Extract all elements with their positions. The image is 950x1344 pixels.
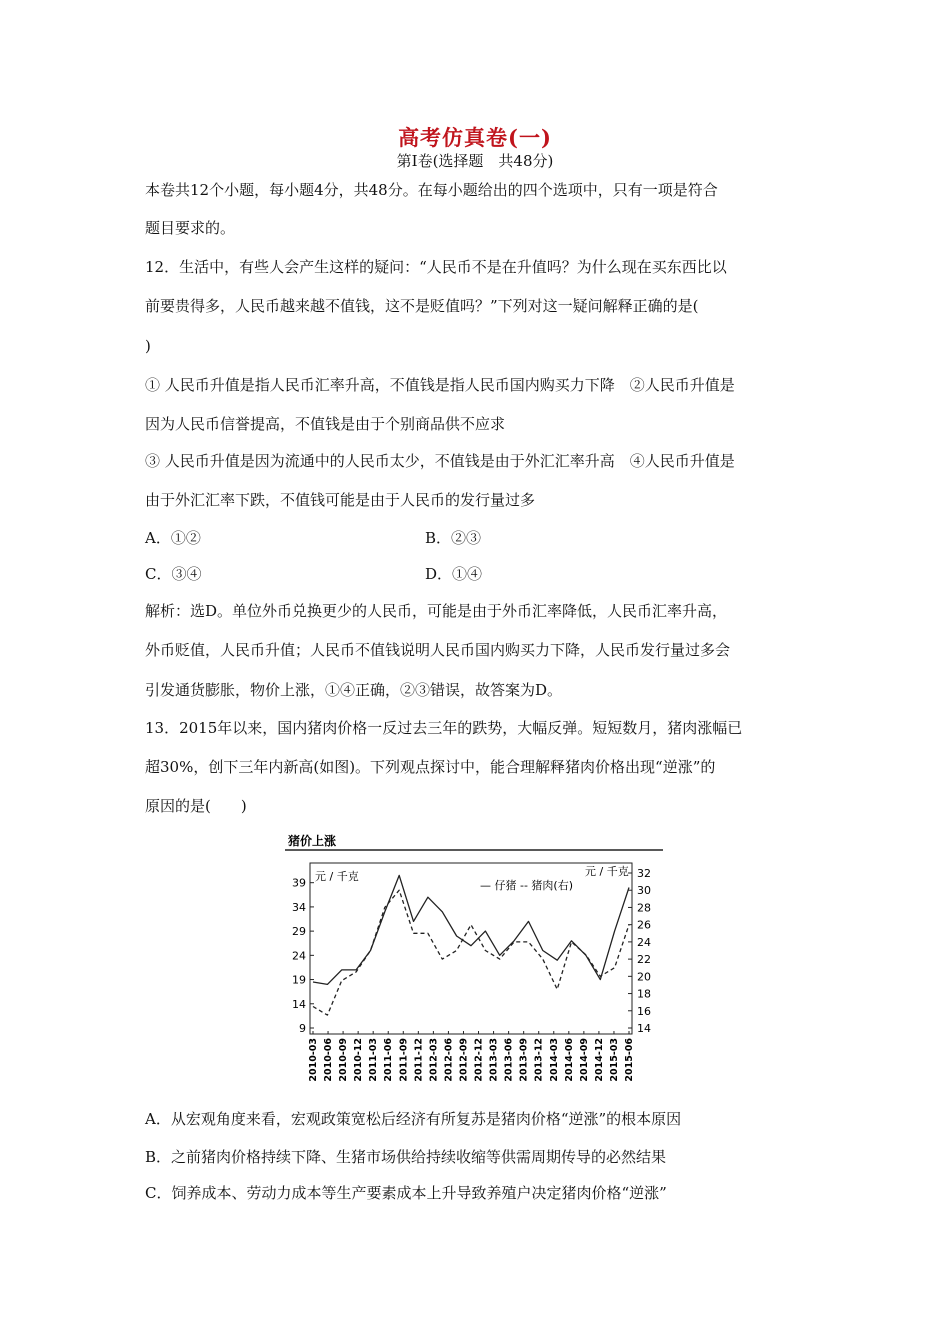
x-tick-label: 2015-06: [624, 1038, 635, 1082]
x-tick-label: 2013-06: [503, 1038, 515, 1082]
left-tick-label: 24: [292, 949, 306, 963]
q12-option-d: D．①④: [425, 565, 483, 583]
right-tick-label: 32: [637, 867, 651, 880]
q12-statement-1a: ① 人民币升值是指人民币汇率升高，不值钱是指人民币国内购买力下降 ②人民币升值是: [145, 376, 735, 394]
left-axis-ticks: [292, 877, 314, 1035]
q12-statement-2b: 由于外汇汇率下跌，不值钱可能是由于人民币的发行量过多: [145, 491, 536, 509]
x-tick-label: 2012-03: [428, 1038, 440, 1082]
intro-line-1: 本卷共12个小题，每小题4分，共48分。在每小题给出的四个选项中，只有一项是符合: [145, 181, 718, 199]
pig-price-chart: [285, 830, 665, 1090]
left-tick-label: 29: [292, 925, 306, 939]
x-tick-label: 2013-09: [518, 1038, 530, 1082]
q12-analysis-1: 解析：选D。单位外币兑换更少的人民币，可能是由于外币汇率降低，人民币汇率升高，: [145, 602, 728, 620]
left-tick-label: 39: [292, 876, 306, 890]
q13-option-a: A．从宏观角度来看，宏观政策宽松后经济有所复苏是猪肉价格“逆涨”的根本原因: [145, 1110, 682, 1128]
right-axis-ticks: [628, 867, 651, 1035]
q13-stem-1: 13．2015年以来，国内猪肉价格一反过去三年的跌势，大幅反弹。短短数月，猪肉涨幅已: [145, 719, 743, 737]
section-subtitle: 第Ⅰ卷(选择题 共48分): [396, 152, 554, 170]
right-tick-label: 22: [637, 953, 651, 967]
right-tick-label: 14: [637, 1022, 651, 1035]
x-tick-label: 2012-06: [443, 1038, 455, 1082]
x-tick-label: 2011-12: [413, 1038, 425, 1082]
q12-statement-2a: ③ 人民币升值是因为流通中的人民币太少，不值钱是由于外汇汇率升高 ④人民币升值是: [145, 452, 735, 470]
q12-statement-1b: 因为人民币信誉提高，不值钱是由于个别商品供不应求: [145, 415, 506, 433]
right-tick-label: 20: [637, 970, 651, 984]
right-tick-label: 24: [637, 935, 651, 949]
x-tick-label: 2015-03: [608, 1038, 620, 1082]
right-tick-label: 18: [637, 987, 651, 1001]
q12-stem-1: 12．生活中，有些人会产生这样的疑问：“人民币不是在升值吗？为什么现在买东西比以: [145, 258, 727, 276]
chart-legend: — 仔猪 -- 猪肉(右): [480, 879, 574, 892]
x-tick-label: 2014-09: [578, 1038, 590, 1082]
x-tick-label: 2013-12: [533, 1038, 545, 1082]
q12-analysis-2: 外币贬值，人民币升值；人民币不值钱说明人民币国内购买力下降，人民币发行量过多会: [145, 641, 731, 659]
q13-stem-3: 原因的是( ): [145, 797, 247, 815]
x-tick-label: 2010-09: [338, 1038, 350, 1082]
x-tick-label: 2014-03: [548, 1038, 560, 1082]
page-title: 高考仿真卷(一): [398, 125, 552, 150]
chart-svg: [285, 830, 665, 1090]
left-tick-label: 19: [292, 973, 306, 987]
q12-stem-3: ): [145, 337, 151, 355]
q12-option-a: A．①②: [145, 529, 201, 547]
x-tick-label: 2014-12: [593, 1038, 605, 1082]
q12-option-b: B．②③: [425, 529, 482, 547]
right-tick-label: 26: [637, 918, 651, 932]
x-tick-label: 2012-12: [473, 1038, 485, 1082]
pork-price-line: [313, 890, 629, 1015]
x-axis-ticks: [308, 1031, 635, 1082]
q13-option-c: C．饲养成本、劳动力成本等生产要素成本上升导致养殖户决定猪肉价格“逆涨”: [145, 1184, 667, 1202]
x-tick-label: 2011-03: [368, 1038, 380, 1082]
piglet-price-line: [313, 875, 629, 984]
series-lines: [313, 875, 629, 1015]
q12-stem-2: 前要贵得多，人民币越来越不值钱，这不是贬值吗？”下列对这一疑问解释正确的是(: [145, 297, 699, 315]
x-tick-label: 2013-03: [488, 1038, 500, 1082]
right-axis-unit: 元 / 千克: [585, 865, 629, 878]
left-tick-label: 14: [292, 997, 306, 1011]
x-tick-label: 2010-03: [308, 1038, 319, 1082]
right-tick-label: 30: [637, 884, 651, 898]
q13-option-b: B．之前猪肉价格持续下降、生猪市场供给持续收缩等供需周期传导的必然结果: [145, 1148, 667, 1166]
left-tick-label: 9: [299, 1022, 306, 1035]
plot-frame: [310, 863, 632, 1034]
x-tick-label: 2010-12: [353, 1038, 365, 1082]
intro-line-2: 题目要求的。: [145, 219, 236, 237]
left-tick-label: 34: [292, 900, 306, 914]
x-tick-label: 2011-06: [383, 1038, 395, 1082]
chart-title: 猪价上涨: [288, 834, 337, 848]
x-tick-label: 2011-09: [398, 1038, 410, 1082]
x-tick-label: 2012-09: [458, 1038, 470, 1082]
q12-analysis-3: 引发通货膨胀，物价上涨，①④正确，②③错误，故答案为D。: [145, 681, 563, 699]
right-tick-label: 16: [637, 1004, 651, 1018]
x-tick-label: 2010-06: [323, 1038, 335, 1082]
left-axis-unit: 元 / 千克: [315, 870, 359, 883]
q13-stem-2: 超30%，创下三年内新高(如图)。下列观点探讨中，能合理解释猪肉价格出现“逆涨”的: [145, 758, 716, 776]
q12-option-c: C．③④: [145, 565, 202, 583]
right-tick-label: 28: [637, 901, 651, 915]
x-tick-label: 2014-06: [563, 1038, 575, 1082]
